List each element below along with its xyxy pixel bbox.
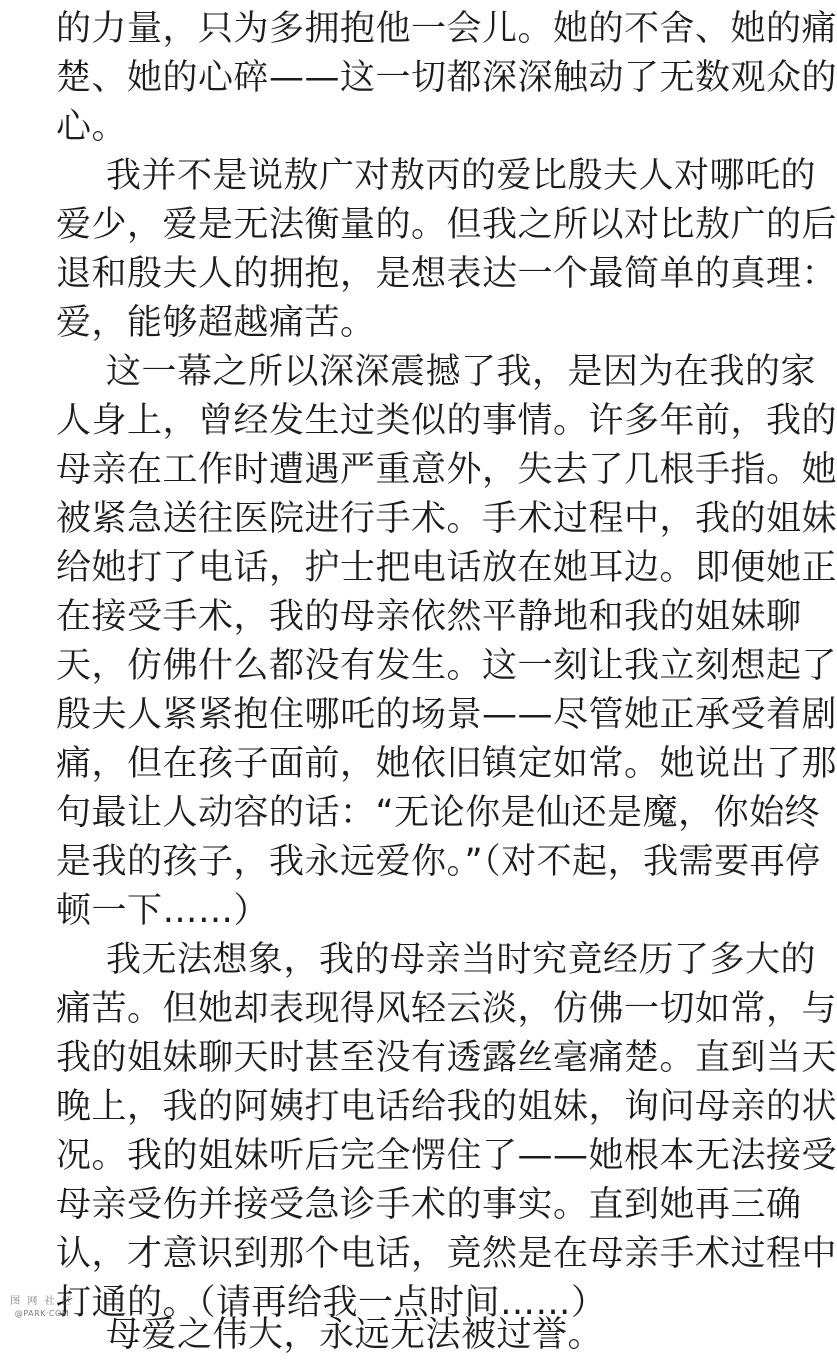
text-line: 是我的孩子，我永远爱你。”（对不起，我需要再停 (56, 842, 821, 882)
watermark-bottom-text: @PARK·COM (14, 1309, 70, 1318)
paragraph-start-line: 我无法想象，我的母亲当时究竟经历了多大的 (106, 940, 817, 980)
text-line: 被紧急送往医院进行手术。手术过程中，我的姐妹 (56, 499, 837, 539)
text-line: 我的姐妹聊天时甚至没有透露丝毫痛楚。直到当天 (56, 1038, 837, 1078)
text-line: 母亲受伤并接受急诊手术的事实。直到她再三确 (56, 1185, 802, 1225)
text-line: 爱，能够超越痛苦。 (56, 303, 376, 343)
text-line: 认，才意识到那个电话，竟然是在母亲手术过程中 (56, 1234, 837, 1274)
text-line: 晚上，我的阿姨打电话给我的姐妹，询问母亲的状 (56, 1087, 837, 1127)
text-line: 的力量，只为多拥抱他一会儿。她的不舍、她的痛 (56, 9, 837, 49)
watermark-top-text: 图 网 社 区 (10, 1296, 74, 1307)
text-line: 心。 (56, 107, 128, 147)
paragraph-start-line: 我并不是说敖广对敖丙的爱比殷夫人对哪吒的 (106, 156, 817, 196)
text-line: 给她打了电话，护士把电话放在她耳边。即便她正 (56, 548, 837, 588)
text-line: 况。我的姐妹听后完全愣住了——她根本无法接受 (56, 1136, 837, 1176)
text-line: 痛，但在孩子面前，她依旧镇定如常。她说出了那 (56, 744, 837, 784)
text-line: 在接受手术，我的母亲依然平静地和我的姐妹聊 (56, 597, 802, 637)
text-line: 爱少，爱是无法衡量的。但我之所以对比敖广的后 (56, 205, 837, 245)
text-line: 退和殷夫人的拥抱，是想表达一个最简单的真理： (56, 254, 837, 294)
text-line: 母亲在工作时遭遇严重意外，失去了几根手指。她 (56, 450, 837, 490)
text-line: 句最让人动容的话：“无论你是仙还是魔，你始终 (56, 793, 821, 833)
text-line: 痛苦。但她却表现得风轻云淡，仿佛一切如常，与 (56, 989, 837, 1029)
text-line: 顿一下……） (56, 891, 270, 931)
site-watermark (6, 1296, 78, 1322)
paragraph-start-line: 母爱之伟大，永远无法被过誉。 (106, 1315, 604, 1355)
text-line: 打通的。（请再给我一点时间……） (56, 1283, 607, 1323)
text-line: 人身上，曾经发生过类似的事情。许多年前，我的 (56, 401, 837, 441)
paragraph-start-line: 这一幕之所以深深震撼了我，是因为在我的家 (106, 352, 817, 392)
text-line: 天，仿佛什么都没有发生。这一刻让我立刻想起了 (56, 646, 837, 686)
text-line: 楚、她的心碎——这一切都深深触动了无数观众的 (56, 58, 837, 98)
text-line: 殷夫人紧紧抱住哪吒的场景——尽管她正承受着剧 (56, 695, 837, 735)
